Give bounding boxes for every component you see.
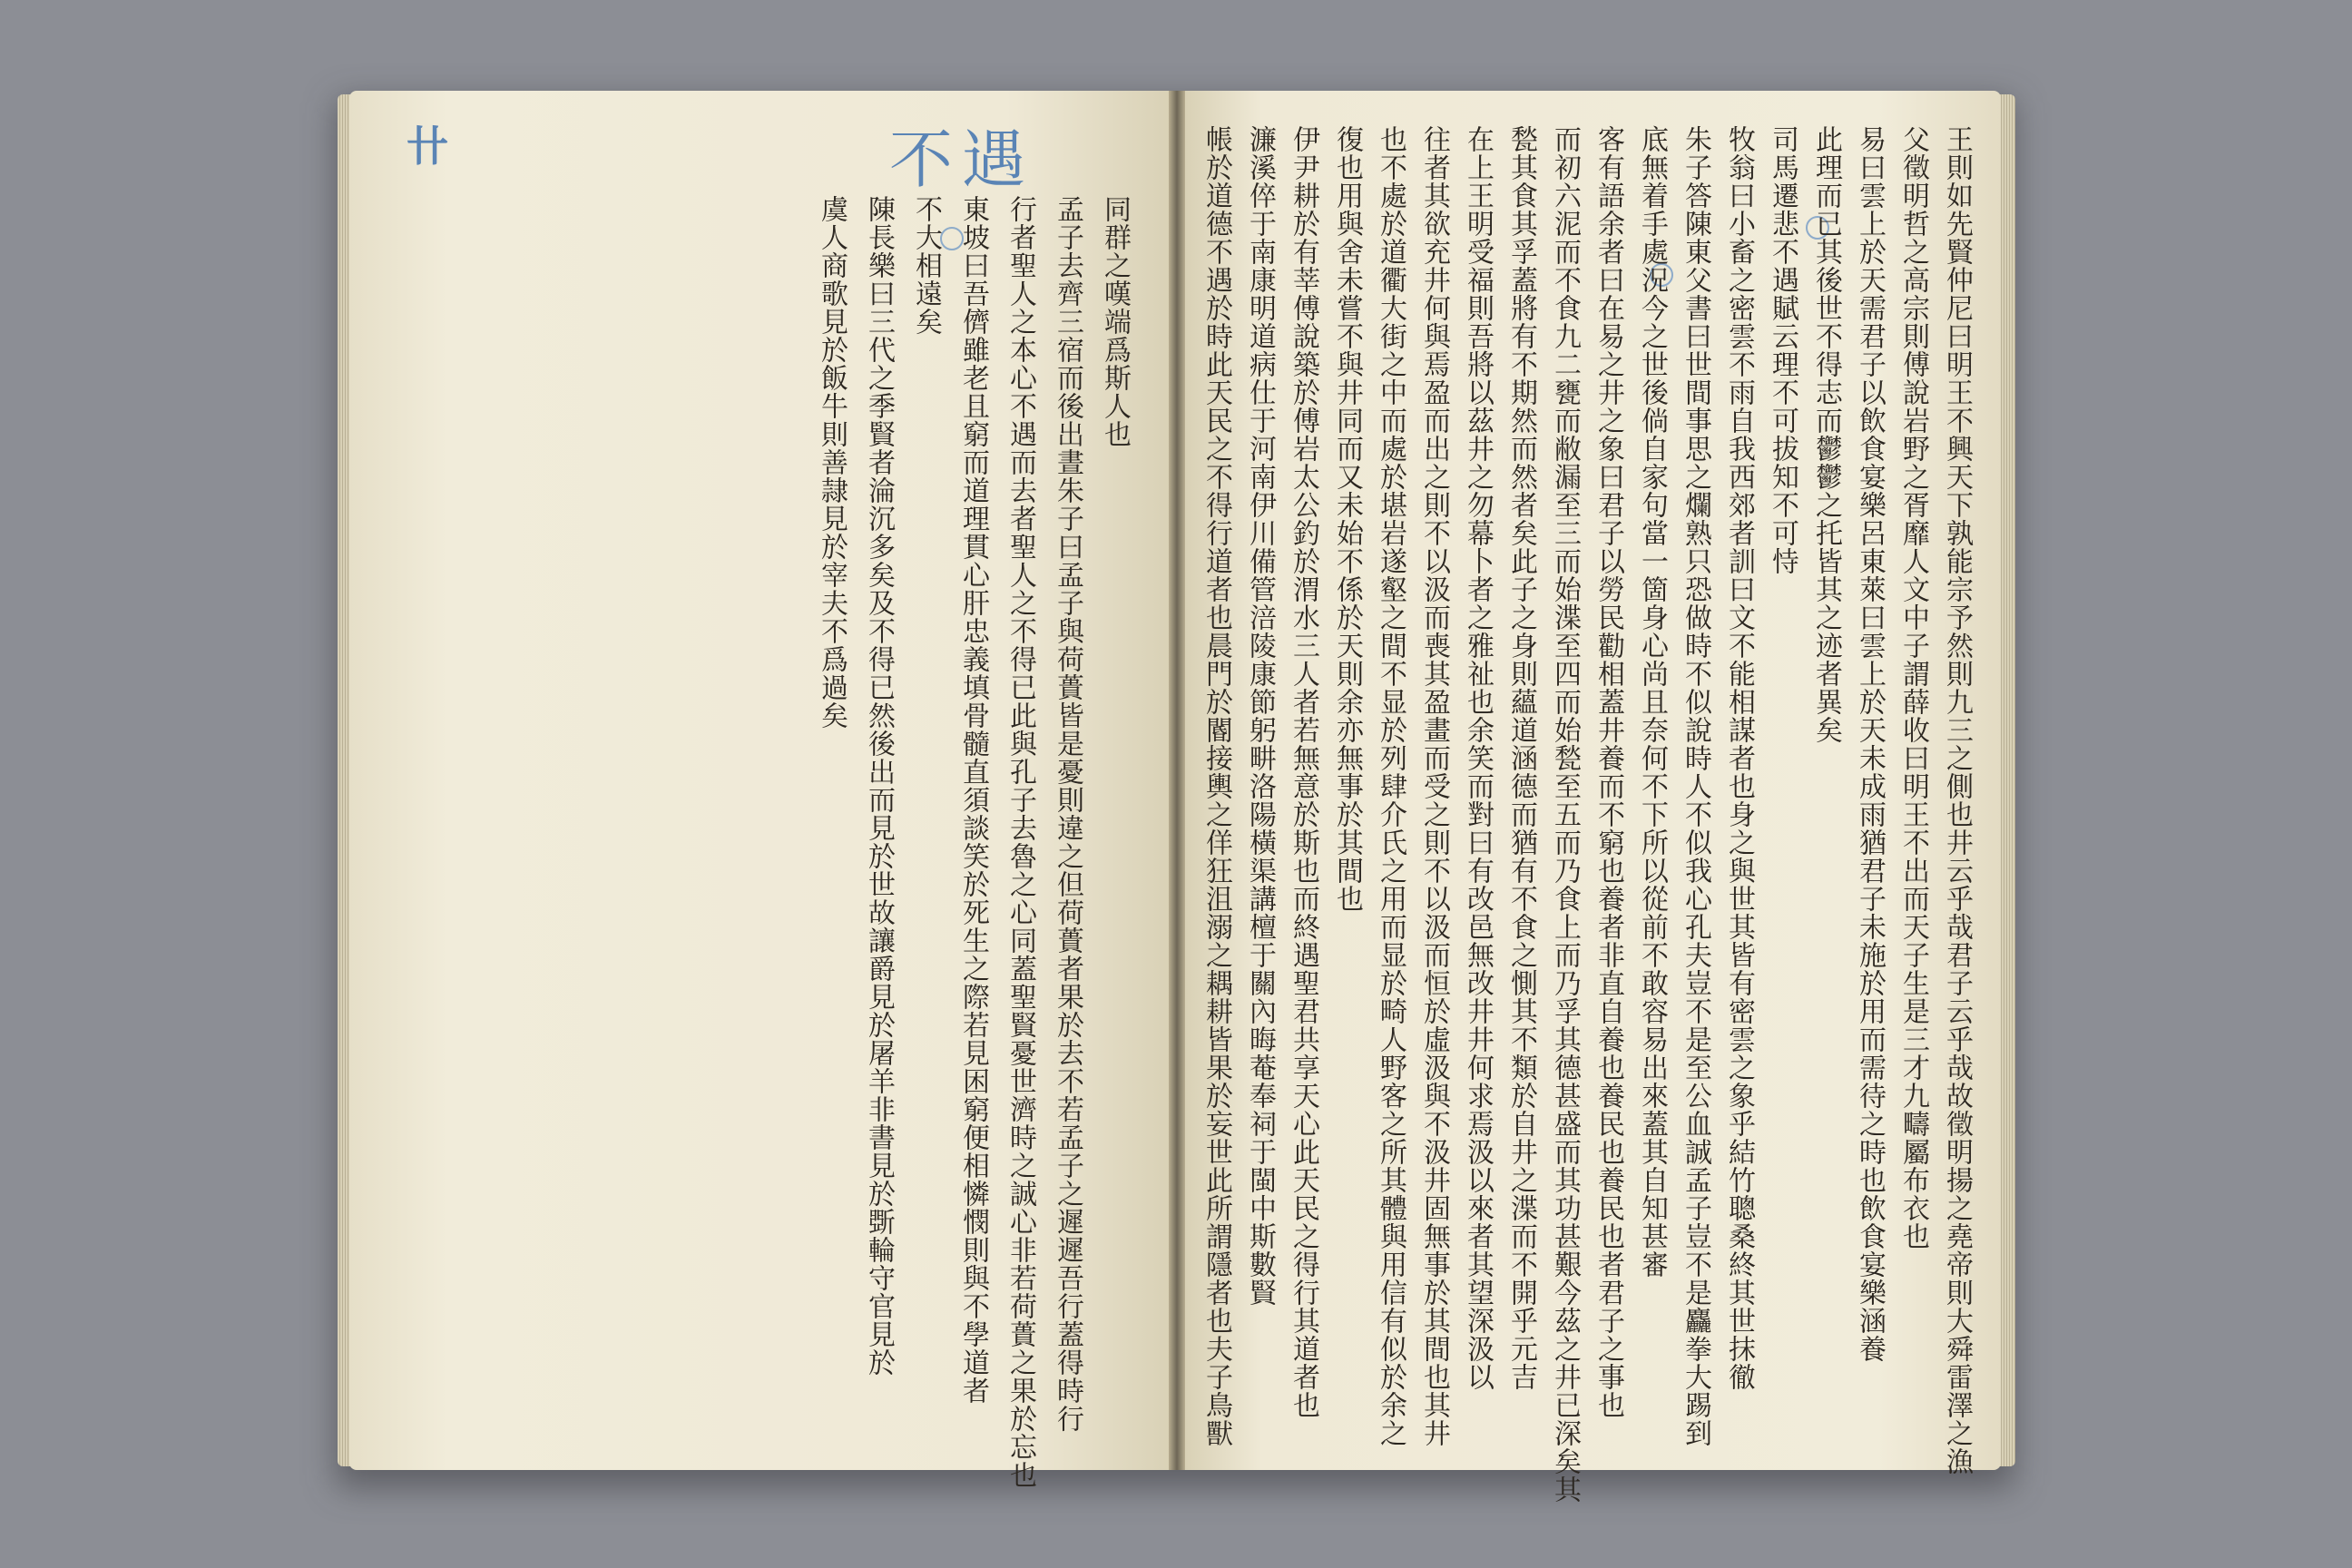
text-column: 陳長樂曰三代之季賢者淪沉多矣及不得已然後出而見於世故讓爵見於屠羊非書見於斲輪守官見於 bbox=[863, 195, 895, 1377]
text-column: 帳於道德不遇於時此天民之不得行道者也晨門於閽接輿之佯狂沮溺之耦耕皆果於妄世此所謂隱者也夫子鳥獸 bbox=[1200, 125, 1232, 1447]
pencil-folio-number: 卄 bbox=[407, 122, 448, 171]
text-column: 客有語余者曰在易之井之象曰君子以勞民勸相蓋井養而不窮也養者非直自養也養民也養民也者君子之事也 bbox=[1592, 125, 1624, 1419]
text-column: 父徵明哲之高宗則傅說岩野之胥靡人文中子謂薛收曰明王不出而天子生是三才九疇屬布衣也 bbox=[1897, 125, 1929, 1250]
text-column: 復也用與舍未嘗不與井同而又未始不係於天則余亦無事於其間也 bbox=[1331, 125, 1363, 913]
text-column: 行者聖人之本心不遇而去者聖人之不得已此與孔子去魯之心同蓋聖賢憂世濟時之誠心非若荷蕢之果於忘也 bbox=[1004, 195, 1036, 1489]
text-column: 而初六泥而不食九二甕而敝漏至三而始渫至四而始甃至五而乃食上而乃孚其德甚盛而其功甚艱今茲之井已深矣其 bbox=[1549, 125, 1581, 1504]
text-column: 在上王明受福則吾將以茲井之勿幕卜者之雅祉也余笑而對曰有改邑無改井井何求焉汲以來者其望深汲以 bbox=[1462, 125, 1494, 1391]
text-column: 牧翁曰小畜之密雲不雨自我西郊者訓曰文不能相謀者也身之與世其皆有密雲之象乎結竹聰桑終其世抹徹 bbox=[1723, 125, 1755, 1391]
text-column: 孟子去齊三宿而後出晝朱子曰孟子與荷蕢皆是憂則違之但荷蕢者果於去不若孟子之遲遲吾行蓋得時行 bbox=[1052, 195, 1083, 1433]
text-column: 東坡曰吾儕雖老且窮而道理貫心肝忠義填骨髓直須談笑於死生之際若見困窮便相憐憫則與不學道者 bbox=[957, 195, 989, 1405]
text-column: 王則如先賢仲尼曰明王不興天下孰能宗予然則九三之側也井云乎哉君子云乎哉故徵明揚之堯帝則大舜雷澤之漁 bbox=[1941, 125, 1973, 1475]
text-column: 易曰雲上於天需君子以飲食宴樂呂東萊曰雲上於天未成雨猶君子未施於用而需待之時也飲食宴樂涵養 bbox=[1854, 125, 1886, 1363]
text-column: 甃其食其孚蓋將有不期然而然者矣此子之身則蘊道涵德而猶有不食之惻其不類於自井之渫而不開乎元吉 bbox=[1505, 125, 1537, 1391]
text-column: 不大相遠矣 bbox=[910, 195, 942, 336]
text-column: 底無着手處況今之世後倘自家句當一箇身心尚且奈何不下所以從前不敢容易出來蓋其自知甚審 bbox=[1636, 125, 1668, 1279]
right-page-edges bbox=[1999, 94, 2015, 1466]
pencil-chapter-label: 不遇 bbox=[889, 122, 1034, 197]
text-column: 此理而已其後世不得志而鬱鬱之托皆其之迹者異矣 bbox=[1810, 125, 1842, 744]
left-page bbox=[349, 91, 1171, 1470]
book-spine bbox=[1169, 91, 1185, 1470]
text-column: 往者其欲充井何與焉盈而出之則不以汲而喪其盈畫而受之則不以汲而恒於虛汲與不汲井固無事於其間也其井 bbox=[1418, 125, 1450, 1447]
text-column: 同群之嘆端爲斯人也 bbox=[1099, 195, 1131, 448]
text-column: 朱子答陳東父書曰世間事思之爛熟只恐做時不似說時人不似我心孔夫豈不是至公血誠孟子豈不是麤拳大踢到 bbox=[1680, 125, 1711, 1447]
text-column: 虞人商歌見於飯牛則善隷見於宰夫不爲過矣 bbox=[816, 195, 848, 730]
text-column: 也不處於道衢大街之中而處於堪岩遂壑之間不显於列肆介氏之用而显於畸人野客之所其體與用信有似於余之 bbox=[1375, 125, 1406, 1447]
text-column: 伊尹耕於有莘傅說築於傅岩太公釣於渭水三人者若無意於斯也而終遇聖君共享天心此天民之得行其道者也 bbox=[1288, 125, 1319, 1419]
text-column: 濂溪倅于南康明道病仕于河南伊川備管涪陵康節躬畊洛陽橫渠講檀于關內晦菴奉祠于閩中斯數賢 bbox=[1244, 125, 1276, 1307]
text-column: 司馬遷悲不遇賦云理不可拔知不可恃 bbox=[1767, 125, 1798, 575]
